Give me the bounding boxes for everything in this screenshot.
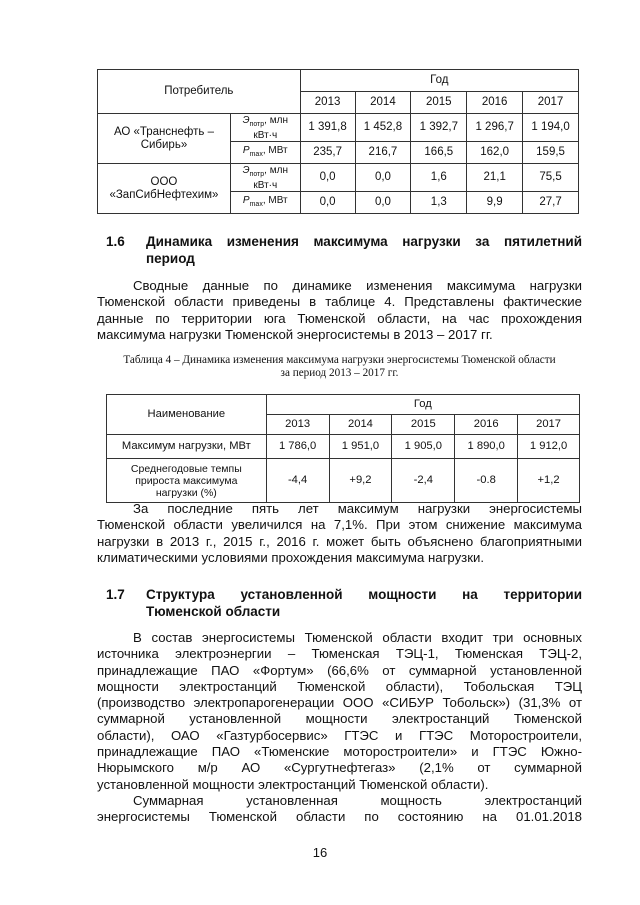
value-cell: 162,0 — [467, 142, 523, 164]
section-title-line: Динамика изменения максимума нагрузки за пятилетний — [146, 234, 582, 249]
year-cell: 2015 — [411, 92, 467, 114]
value-cell: -0.8 — [455, 459, 518, 503]
value-cell: 1 786,0 — [266, 435, 329, 459]
text-line: Сводные данные по динамике изменения максимума нагрузки — [133, 278, 582, 293]
row-label: Среднегодовые темпы прироста максимума нагрузки (%) — [107, 459, 267, 503]
year-cell: 2013 — [266, 415, 329, 435]
header-consumer: Потребитель — [98, 70, 301, 114]
value-cell: -4,4 — [266, 459, 329, 503]
text-line: За последние пять лет максимум нагрузки энергосистемы — [133, 501, 582, 516]
text-line: принадлежащие ПАО «Тюменские моторостроители» и ГТЭС Южно- — [97, 744, 582, 760]
text-line: принадлежащие ПАО «Фортум» (66,6% от суммарной установленной — [97, 662, 582, 678]
value-cell: 166,5 — [411, 142, 467, 164]
value-cell: 1,3 — [411, 192, 467, 214]
text-line: Тюменской области увеличился на 7,1%. При этом снижение максимума — [97, 517, 582, 533]
value-cell: 75,5 — [523, 164, 579, 192]
value-cell: 1 905,0 — [392, 435, 455, 459]
year-cell: 2014 — [329, 415, 392, 435]
value-cell: 0,0 — [300, 192, 355, 214]
value-cell: +9,2 — [329, 459, 392, 503]
section-number: 1.7 — [106, 587, 125, 602]
value-cell: 0,0 — [355, 192, 411, 214]
value-cell: 1 890,0 — [455, 435, 518, 459]
header-name: Наименование — [107, 395, 267, 435]
value-cell: 1 912,0 — [518, 435, 580, 459]
text-line: (производство электропарогенерации ООО «СИБУР Тобольск») (31,3% от — [97, 695, 582, 711]
row-label: Максимум нагрузки, МВт — [107, 435, 267, 459]
value-cell: 0,0 — [300, 164, 355, 192]
year-cell: 2016 — [455, 415, 518, 435]
year-cell: 2014 — [355, 92, 411, 114]
value-cell: 21,1 — [467, 164, 523, 192]
load-maximum-table — [106, 394, 580, 503]
text-line: данные по территории юга Тюменской области, на час прохождения — [97, 310, 582, 326]
value-cell: 1 951,0 — [329, 435, 392, 459]
consumer-name: АО «Транснефть – Сибирь» — [98, 114, 231, 164]
year-cell: 2017 — [523, 92, 579, 114]
text-line: источника электроэнергии – Тюменская ТЭЦ-1, Тюменская ТЭЦ-2, — [97, 646, 582, 662]
value-cell: +1,2 — [518, 459, 580, 503]
text-line: нагрузки в 2013 г., 2015 г., 2016 г. может быть объяснено благоприятными — [97, 533, 582, 549]
value-cell: 216,7 — [355, 142, 411, 164]
value-cell: 1 452,8 — [355, 114, 411, 142]
text-line: максимума нагрузки Тюменской энергосистемы в 2013 – 2017 гг. — [97, 326, 493, 342]
year-cell: 2017 — [518, 415, 580, 435]
value-cell: 1 391,8 — [300, 114, 355, 142]
metric-label: $P_{max}$, МВт — [230, 142, 300, 164]
value-cell: 9,9 — [467, 192, 523, 214]
text-line: В состав энергосистемы Тюменской области входит три основных — [133, 630, 582, 645]
consumer-table — [97, 69, 579, 214]
value-cell: 0,0 — [355, 164, 411, 192]
year-cell: 2016 — [467, 92, 523, 114]
text-line: суммарной установленной мощности электростанций Тюменской — [97, 711, 582, 727]
value-cell: 1,6 — [411, 164, 467, 192]
caption-line: Таблица 4 – Динамика изменения максимума нагрузки энергосистемы Тюменской области — [123, 354, 556, 366]
text-line: Суммарная установленная мощность электростанций — [133, 792, 582, 808]
text-line: Тюменской области приведены в таблице 4. Представлены фактические — [97, 294, 582, 310]
value-cell: 1 392,7 — [411, 114, 467, 142]
value-cell: 235,7 — [300, 142, 355, 164]
section-1-7-paragraph — [97, 630, 582, 826]
table-4-caption — [97, 354, 582, 380]
caption-line: за период 2013 – 2017 гг. — [280, 367, 399, 379]
year-cell: 2013 — [300, 92, 355, 114]
text-line: климатическими условиями прохождения максимума нагрузки. — [97, 549, 485, 565]
text-line: установленной мощности электростанций Тюменской области). — [97, 776, 489, 792]
value-cell: 1 194,0 — [523, 114, 579, 142]
section-1-6-paragraph — [97, 278, 582, 343]
value-cell: 1 296,7 — [467, 114, 523, 142]
section-number: 1.6 — [106, 234, 125, 249]
text-line: энергосистемы Тюменской области по состоянию на 01.01.2018 — [97, 809, 582, 825]
text-line: мощности электростанций Тюменской области), Тобольская ТЭЦ — [97, 678, 582, 694]
text-line: Нюрымского м/р АО «Сургутнефтегаз» (2,1% от суммарной — [97, 760, 582, 776]
metric-label: $P_{max}$, МВт — [230, 192, 300, 214]
year-cell: 2015 — [392, 415, 455, 435]
text-line: области), ОАО «Газтурбосервис» ГТЭС и ГТЭС Моторостроители, — [97, 727, 582, 743]
section-title-line: Структура установленной мощности на территории — [146, 587, 582, 602]
metric-label: $Э_{потр}$, млн кВт·ч — [230, 114, 300, 142]
value-cell: 27,7 — [523, 192, 579, 214]
section-title-line: Тюменской области — [146, 604, 281, 619]
header-year: Год — [266, 395, 579, 415]
consumer-name: ООО «ЗапСибНефтехим» — [98, 164, 231, 214]
section-title-line: период — [146, 251, 195, 266]
page-number: 16 — [312, 845, 328, 860]
paragraph-after-table-4 — [97, 501, 582, 566]
header-year: Год — [300, 70, 578, 92]
metric-label: $Э_{потр}$, млн кВт·ч — [230, 164, 300, 192]
value-cell: 159,5 — [523, 142, 579, 164]
value-cell: -2,4 — [392, 459, 455, 503]
